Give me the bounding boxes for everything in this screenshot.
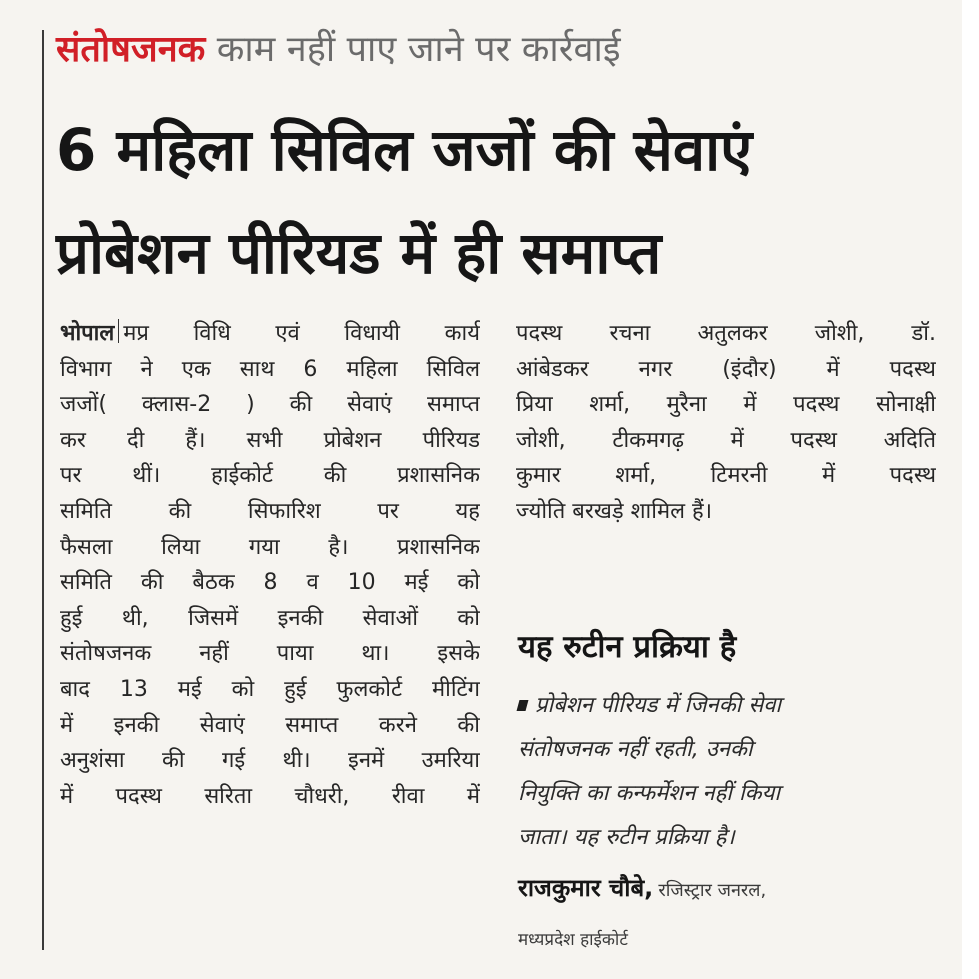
subheading: यह रुटीन प्रक्रिया है (518, 629, 737, 665)
body-line: कर दी हैं। सभी प्रोबेशन पीरियड (60, 427, 480, 453)
kicker (56, 24, 936, 76)
body-line: विभाग ने एक साथ 6 महिला सिविल (60, 356, 480, 382)
quote-line: नियुक्ति का कन्फर्मेशन नहीं किया (518, 781, 781, 806)
quote-line: संतोषजनक नहीं रहती, उनकी (518, 737, 753, 762)
body-line: समिति की सिफारिश पर यह (60, 498, 480, 524)
body-line: संतोषजनक नहीं पाया था। इसके (60, 641, 480, 667)
body-column-left (60, 316, 480, 814)
dateline-separator (118, 319, 119, 343)
kicker-text: काम नहीं पाए जाने पर कार्रवाई (216, 29, 621, 70)
body-line: जजों( क्लास-2 ) की सेवाएं समाप्त (60, 392, 480, 418)
byline-role: रजिस्ट्रार जनरल, (658, 880, 767, 901)
kicker-highlight: संतोषजनक (56, 29, 206, 70)
body-line: प्रिया शर्मा, मुरैना में पदस्थ सोनाक्षी (516, 392, 936, 418)
column-rule (42, 30, 44, 950)
body-line: बाद 13 मई को हुई फुलकोर्ट मीटिंग (60, 676, 480, 702)
quote-line (518, 684, 938, 728)
body-line: जोशी, टीकमगढ़ में पदस्थ अदिति (516, 427, 936, 453)
byline-name: राजकुमार चौबे, (518, 874, 654, 902)
body-line: फैसला लिया गया है। प्रशासनिक (60, 534, 480, 560)
body-line: हुई थी, जिसमें इनकी सेवाओं को (60, 605, 480, 631)
quote-block (518, 684, 938, 860)
quote-line: जाता। यह रुटीन प्रक्रिया है। (518, 825, 735, 850)
headline-line-1: 6 महिला सिविल जजों की सेवाएं (56, 116, 753, 184)
body-line: में पदस्थ सरिता चौधरी, रीवा में (60, 783, 480, 809)
quote-text: प्रोबेशन पीरियड में जिनकी सेवा (535, 693, 782, 718)
body-line: आंबेडकर नगर (इंदौर) में पदस्थ (516, 356, 936, 382)
dateline: भोपाल (60, 321, 115, 346)
page-edge (962, 0, 979, 979)
body-line: ज्योति बरखड़े शामिल हैं। (516, 498, 713, 524)
body-line (60, 316, 480, 352)
byline-organization: मध्यप्रदेश हाईकोर्ट (518, 930, 628, 950)
body-line: में इनकी सेवाएं समाप्त करने की (60, 712, 480, 738)
body-line: अनुशंसा की गई थी। इनमें उमरिया (60, 748, 480, 774)
byline (518, 866, 766, 913)
body-line: कुमार शर्मा, टिमरनी में पदस्थ (516, 463, 936, 489)
bullet-icon (517, 700, 529, 711)
body-line: पर थीं। हाईकोर्ट की प्रशासनिक (60, 463, 480, 489)
body-text: मप्र विधि एवं विधायी कार्य (123, 321, 480, 346)
body-line: समिति की बैठक 8 व 10 मई को (60, 570, 480, 596)
body-column-right (516, 316, 936, 530)
body-line: पदस्थ रचना अतुलकर जोशी, डॉ. (516, 321, 936, 346)
headline-line-2: प्रोबेशन पीरियड में ही समाप्त (56, 219, 662, 287)
